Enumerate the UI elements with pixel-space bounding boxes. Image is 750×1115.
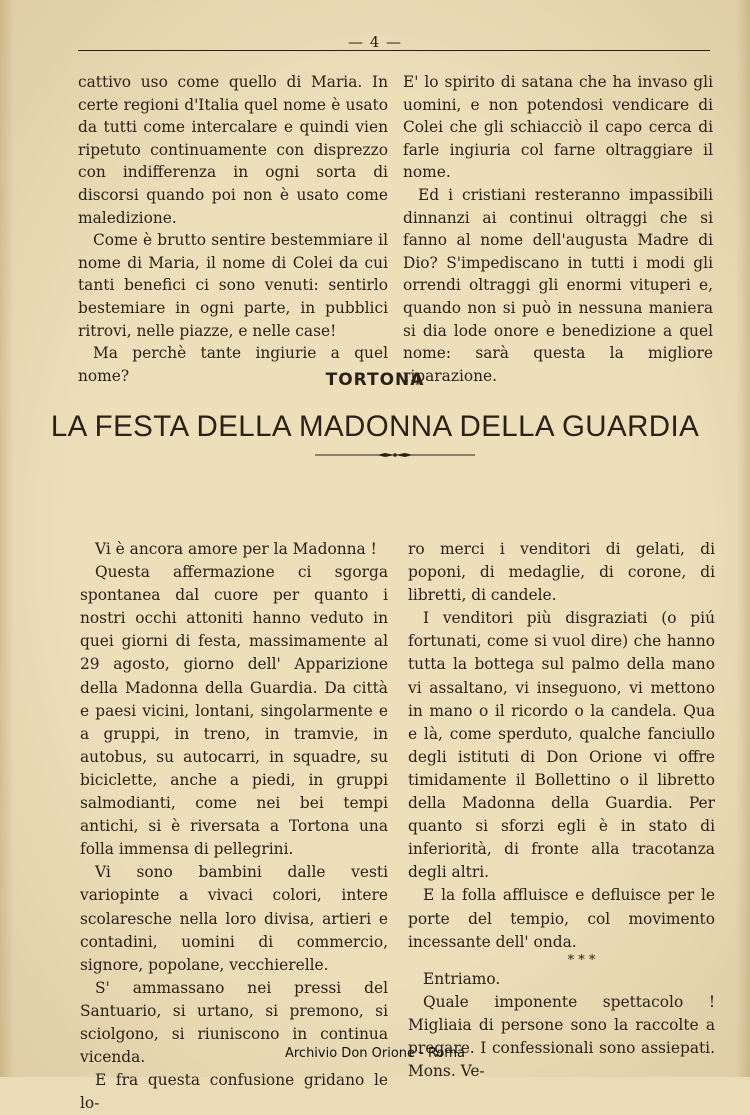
archive-footer: Archivio Don Orione - Roma [284, 1046, 466, 1061]
top-right-column [403, 71, 713, 387]
article-right-column [408, 538, 715, 1083]
section-separator: * * * [567, 952, 596, 968]
paragraph: E fra questa confusione gridano le lo- [80, 1071, 388, 1113]
header-rule [78, 50, 710, 51]
paragraph: Vi è ancora amore per la Madonna ! [95, 540, 377, 558]
paragraph: Entriamo. [423, 969, 501, 988]
paragraph: Come è brutto sentire bestemmiare il nome di Maria, il nome di Colei da cui tanti benefici ci sono venuti: sentirlo bestemiare in ogni parte, in pubblici ritrovi, nelle piazze, e nelle case! [78, 231, 388, 340]
paragraph: I venditori più disgraziati (o piú fortunati, come si vuol dire) che hanno tutta la bottega sul palmo della mano vi assaltano, vi inseguono, vi mettono in mano o il ricordo o la candela. Qua e là, come sperduto, qualche fanciullo degli istituti di Don Orione vi offre timidamente il Bollettino o il libretto della Madonna della Guardia. Per quanto si sforzi egli è in stato di inferiorità, di fronte alla tracotanza degli altri. [408, 609, 715, 882]
article-left-column [80, 538, 388, 1115]
top-left-column [78, 71, 388, 387]
paragraph: E la folla affluisce e defluisce per le porte del tempio, col movimento incessante dell' onda. [408, 886, 715, 951]
section-heading: TORTONA [325, 370, 425, 390]
article-title: LA FESTA DELLA MADONNA DELLA GUARDIA [50, 410, 700, 443]
paragraph: Questa affermazione ci sgorga spontanea dal cuore per quanto i nostri occhi attoniti hanno veduto in quei giorni di festa, massimamente al 29 agosto, giorno dell' Apparizione della Madonna della Guardia. Da città e paesi vicini, lontani, singolarmente e a gruppi, in treno, in tramvie, in autobus, su autocarri, in squadre, su biciclette, anche a piedi, in gruppi salmodianti, come nei bei tempi antichi, si è riversata a Tortona una folla immensa di pellegrini. [80, 563, 388, 859]
paragraph: Ma perchè tante ingiurie a quel nome? [78, 344, 388, 385]
paragraph: Vi sono bambini dalle vesti variopinte a vivaci colori, intere scolaresche nella loro divisa, artieri e contadini, uomini di commercio, signore, popolane, vecchierelle. [80, 863, 388, 974]
paragraph: cattivo uso come quello di Maria. In certe regioni d'Italia quel nome è usato da tutti come intercalare e quindi vien ripetuto continuamente con disprezzo con indifferenza in ogni sorta di discorsi quando poi non è usato come maledizione. [78, 73, 388, 227]
paragraph: Quale imponente spettacolo ! Migliaia di persone sono la raccolte a pregare. I confessionali sono assiepati. Mons. Ve- [408, 992, 715, 1081]
paragraph: S' ammassano nei pressi del Santuario, si urtano, si premono, si sciolgono, si riuniscono in continua vicenda. [80, 978, 388, 1067]
ornament-divider [315, 451, 475, 459]
paragraph: Ed i cristiani resteranno impassibili dinnanzi ai continui oltraggi che si fanno al nome dell'augusta Madre di Dio? S'impediscano in tutti i modi gli orrendi oltraggi gli enormi vituperi e, quando non si può in nessuna maniera si dia lode onore e benedizione a quel nome: sarà questa la migliore riparazione. [403, 185, 713, 385]
page-number: — 4 — [347, 33, 403, 51]
paragraph: ro merci i venditori di gelati, di poponi, di medaglie, di corone, di libretti, di candele. [408, 540, 715, 605]
paragraph: E' lo spirito di satana che ha invaso gli uomini, e non potendosi vendicare di Colei che gli schiacciò il capo cerca di farle ingiuria col farne oltraggiare il nome. [403, 73, 713, 182]
